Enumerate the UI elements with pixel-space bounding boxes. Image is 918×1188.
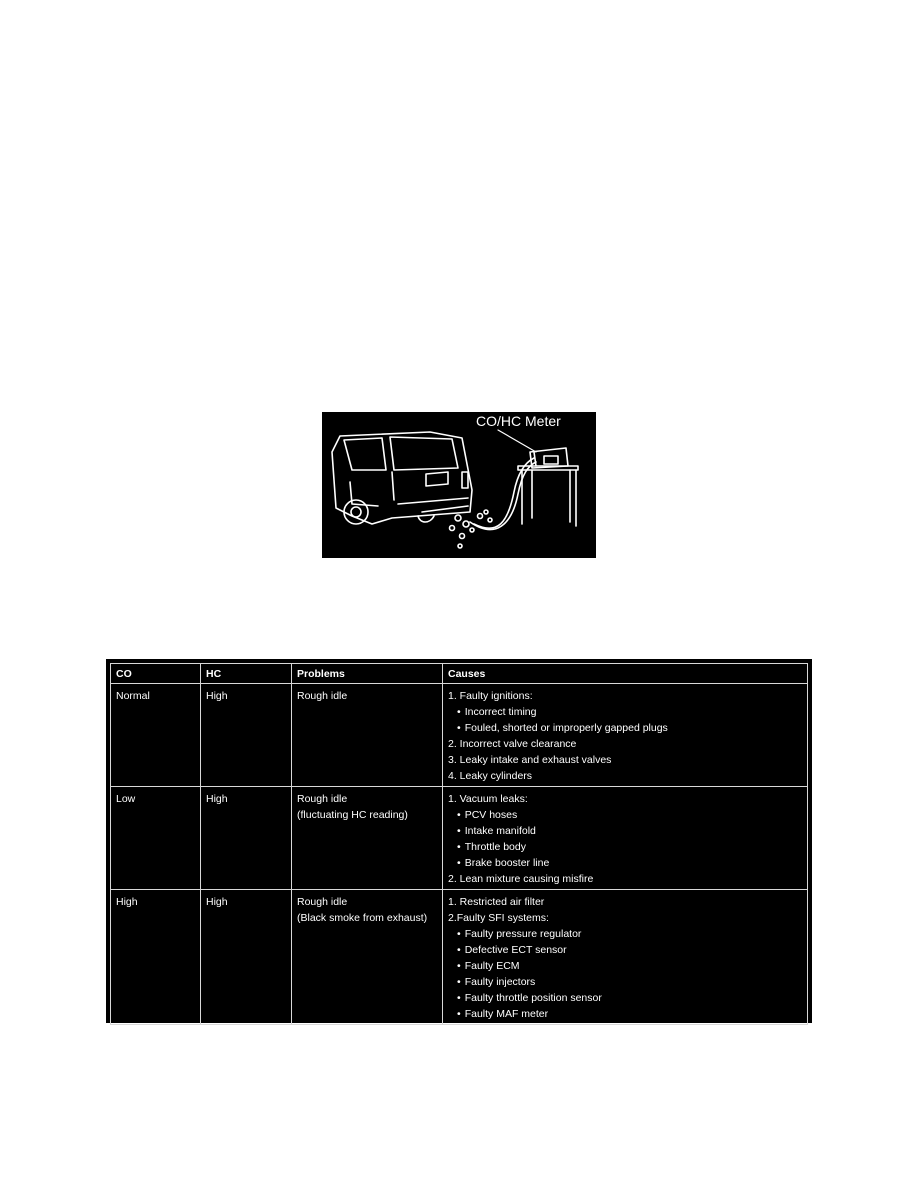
vehicle-exhaust-co-hc-meter-illustration xyxy=(322,412,596,558)
cell-co: Normal xyxy=(111,684,201,787)
cause-subitem: • Incorrect timing xyxy=(448,704,802,720)
cause-subitem: • Faulty pressure regulator xyxy=(448,926,802,942)
problem-line: Rough idle xyxy=(297,690,348,702)
cause-item: 3. Leaky intake and exhaust valves xyxy=(448,754,612,766)
cell-hc: High xyxy=(201,890,292,1025)
cell-hc: High xyxy=(201,787,292,890)
cell-causes xyxy=(443,890,808,1025)
cell-problems xyxy=(292,890,443,1025)
cell-hc: High xyxy=(201,684,292,787)
cause-item: 1. Vacuum leaks: xyxy=(448,793,528,805)
co-hc-meter-figure xyxy=(322,412,596,558)
cause-subitem: • Intake manifold xyxy=(448,823,802,839)
table-row xyxy=(111,787,808,890)
table-row xyxy=(111,890,808,1025)
problem-line: Rough idle xyxy=(297,793,348,805)
cell-co: Low xyxy=(111,787,201,890)
cause-item: 4. Leaky cylinders xyxy=(448,770,533,782)
cell-causes xyxy=(443,787,808,890)
cause-item: 2. Lean mixture causing misfire xyxy=(448,873,594,885)
cell-causes xyxy=(443,684,808,787)
causes-list xyxy=(448,894,802,1022)
cause-item: 2.Faulty SFI systems: xyxy=(448,912,549,924)
cause-subitem: • Fouled, shorted or improperly gapped plugs xyxy=(448,720,802,736)
cause-subitem: • Faulty throttle position sensor xyxy=(448,990,802,1006)
problem-line: Rough idle xyxy=(297,896,348,908)
cause-subitem: • Throttle body xyxy=(448,839,802,855)
problem-line: (fluctuating HC reading) xyxy=(297,809,408,821)
header-co: CO xyxy=(111,664,201,684)
cause-subitem: • Defective ECT sensor xyxy=(448,942,802,958)
header-causes: Causes xyxy=(443,664,808,684)
cause-subitem: • Brake booster line xyxy=(448,855,802,871)
cause-subitem: • Faulty ECM xyxy=(448,958,802,974)
cell-problems xyxy=(292,684,443,787)
problem-line: (Black smoke from exhaust) xyxy=(297,912,428,924)
cause-item: 1. Faulty ignitions: xyxy=(448,690,533,702)
co-hc-meter-label: CO/HC Meter xyxy=(476,413,561,429)
cause-subitem: • Faulty injectors xyxy=(448,974,802,990)
cause-subitem: • Faulty MAF meter xyxy=(448,1006,802,1022)
cell-co: High xyxy=(111,890,201,1025)
table-header-row xyxy=(111,664,808,684)
cause-item: 2. Incorrect valve clearance xyxy=(448,738,577,750)
diagnosis-table xyxy=(110,663,808,1025)
cause-subitem: • PCV hoses xyxy=(448,807,802,823)
header-problems: Problems xyxy=(292,664,443,684)
causes-list xyxy=(448,791,802,887)
header-hc: HC xyxy=(201,664,292,684)
cause-item: 1. Restricted air filter xyxy=(448,896,545,908)
causes-list xyxy=(448,688,802,784)
table-row xyxy=(111,684,808,787)
diagnosis-table-container xyxy=(106,659,812,1023)
cell-problems xyxy=(292,787,443,890)
